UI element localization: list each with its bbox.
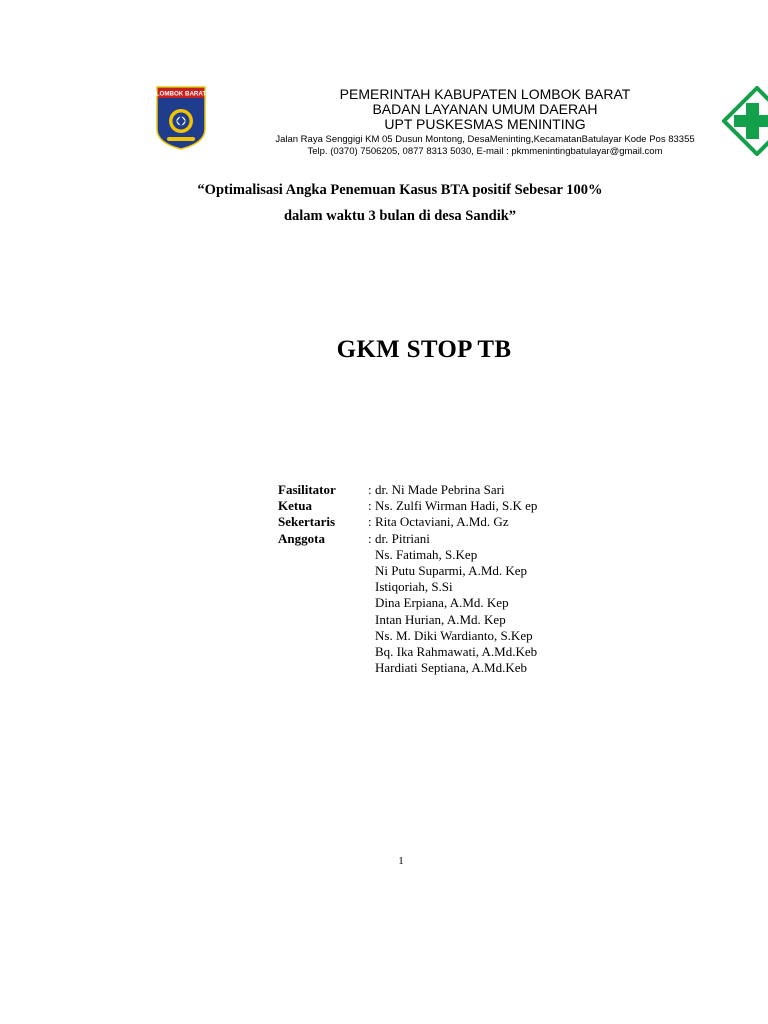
- member-name: Ns. Zulfi Wirman Hadi, S.K ep: [375, 498, 538, 514]
- member-role: [278, 644, 368, 660]
- member-colon: [368, 563, 375, 579]
- subject-line-1: “Optimalisasi Angka Penemuan Kasus BTA positif Sebesar 100%: [197, 182, 603, 198]
- member-role: Fasilitator: [278, 482, 336, 497]
- member-role: [278, 563, 368, 579]
- member-row: [278, 482, 537, 498]
- member-row: [278, 644, 537, 660]
- member-row: [278, 612, 537, 628]
- member-role: [278, 547, 368, 563]
- member-name: Intan Hurian, A.Md. Kep: [375, 611, 506, 627]
- member-name: dr. Pitriani: [375, 530, 430, 546]
- member-row: [278, 498, 537, 514]
- member-colon: [368, 579, 375, 595]
- member-row: [278, 514, 537, 530]
- member-colon: [368, 644, 375, 660]
- member-name: Ns. M. Diki Wardianto, S.Kep: [375, 627, 533, 643]
- header-puskesmas: UPT PUSKESMAS MENINTING: [384, 116, 586, 132]
- document-title: GKM STOP TB: [336, 336, 512, 363]
- member-role: Sekertaris: [278, 514, 336, 530]
- member-row: [278, 531, 537, 547]
- member-name: Rita Octaviani, A.Md. Gz: [375, 514, 509, 530]
- header-agency: BADAN LAYANAN UMUM DAERAH: [372, 101, 598, 117]
- member-role: [278, 579, 368, 595]
- header-government: PEMERINTAH KABUPATEN LOMBOK BARAT: [339, 86, 631, 102]
- member-colon: :: [368, 530, 372, 546]
- member-name: Hardiati Septiana, A.Md.Keb: [375, 660, 527, 676]
- member-name: Istiqoriah, S.Si: [375, 579, 453, 595]
- member-row: [278, 563, 537, 579]
- member-role: [278, 595, 368, 611]
- member-row: [278, 579, 537, 595]
- member-colon: [368, 595, 375, 611]
- member-name: Ni Putu Suparmi, A.Md. Kep: [375, 563, 528, 579]
- lombok-barat-emblem: [155, 85, 207, 151]
- member-name: Dina Erpiana, A.Md. Kep: [375, 595, 509, 611]
- member-colon: [368, 628, 375, 644]
- member-colon: :: [368, 498, 372, 514]
- member-colon: :: [368, 482, 372, 497]
- member-role: Ketua: [278, 498, 312, 514]
- member-row: [278, 628, 537, 644]
- subject-line-2: dalam waktu 3 bulan di desa Sandik”: [283, 208, 517, 224]
- page-number: 1: [398, 855, 404, 867]
- header-address: Jalan Raya Senggigi KM 05 Dusun Montong, DesaMeninting,KecamatanBatulayar Kode Pos 83355: [275, 134, 695, 145]
- header-contact: Telp. (0370) 7506205, 0877 8313 5030, E-mail : pkmmenintingbatulayar@gmail.com: [307, 146, 663, 157]
- member-role: [278, 612, 368, 628]
- member-role: Anggota: [278, 530, 325, 546]
- member-role: [278, 628, 368, 644]
- team-member-list: [278, 482, 537, 676]
- member-colon: [368, 660, 375, 676]
- member-colon: [368, 547, 375, 563]
- member-role: [278, 660, 368, 676]
- member-row: [278, 660, 537, 676]
- member-row: [278, 547, 537, 563]
- member-colon: [368, 612, 375, 628]
- emblem-label: LOMBOK BARAT: [155, 90, 207, 98]
- member-name: Bq. Ika Rahmawati, A.Md.Keb: [375, 644, 538, 660]
- member-name: dr. Ni Made Pebrina Sari: [375, 482, 505, 497]
- member-row: [278, 595, 537, 611]
- member-colon: :: [368, 514, 372, 530]
- member-name: Ns. Fatimah, S.Kep: [375, 546, 478, 562]
